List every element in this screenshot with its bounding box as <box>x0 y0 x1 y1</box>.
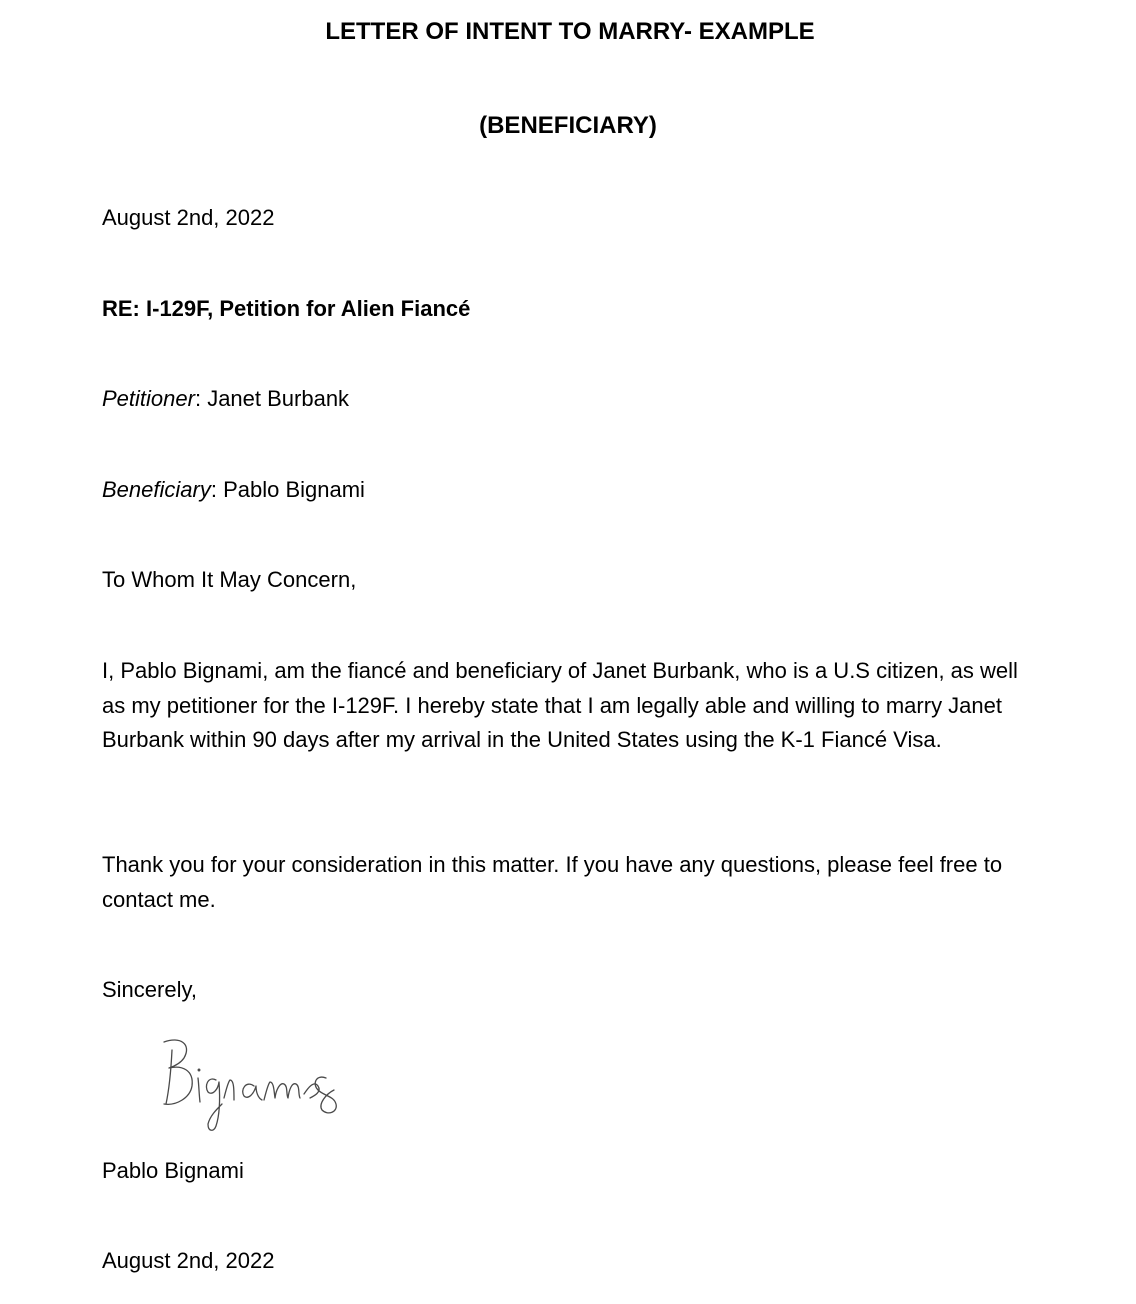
petitioner-name: Janet Burbank <box>207 386 350 411</box>
beneficiary-label: Beneficiary <box>102 477 211 502</box>
body-paragraph-2: Thank you for your consideration in this matter. If you have any questions, please feel free to contact me. <box>102 852 1003 912</box>
body-paragraph-1: I, Pablo Bignami, am the fiancé and beneficiary of Janet Burbank, who is a U.S citizen, as well as my petitioner for the I-129F. I hereby state that I am legally able and willing to marry Janet Burbank within 90 days after my arrival in the United States using the K-1 Fiancé Visa. <box>102 658 1018 752</box>
beneficiary-line: Beneficiary: Pablo Bignami <box>102 477 365 502</box>
printed-name: Pablo Bignami <box>102 1158 244 1183</box>
beneficiary-name: Pablo Bignami <box>223 477 365 502</box>
letter-date-top: August 2nd, 2022 <box>102 205 275 230</box>
letter-date-bottom: August 2nd, 2022 <box>102 1248 275 1273</box>
letter-title: LETTER OF INTENT TO MARRY- EXAMPLE <box>325 18 815 45</box>
salutation: To Whom It May Concern, <box>102 567 357 592</box>
closing: Sincerely, <box>102 977 197 1002</box>
letter-subtitle: (BENEFICIARY) <box>479 112 657 139</box>
re-line: RE: I-129F, Petition for Alien Fiancé <box>102 296 471 321</box>
handwritten-signature <box>158 1034 388 1138</box>
petitioner-line: Petitioner: Janet Burbank <box>102 386 350 411</box>
petitioner-label: Petitioner <box>102 386 195 411</box>
